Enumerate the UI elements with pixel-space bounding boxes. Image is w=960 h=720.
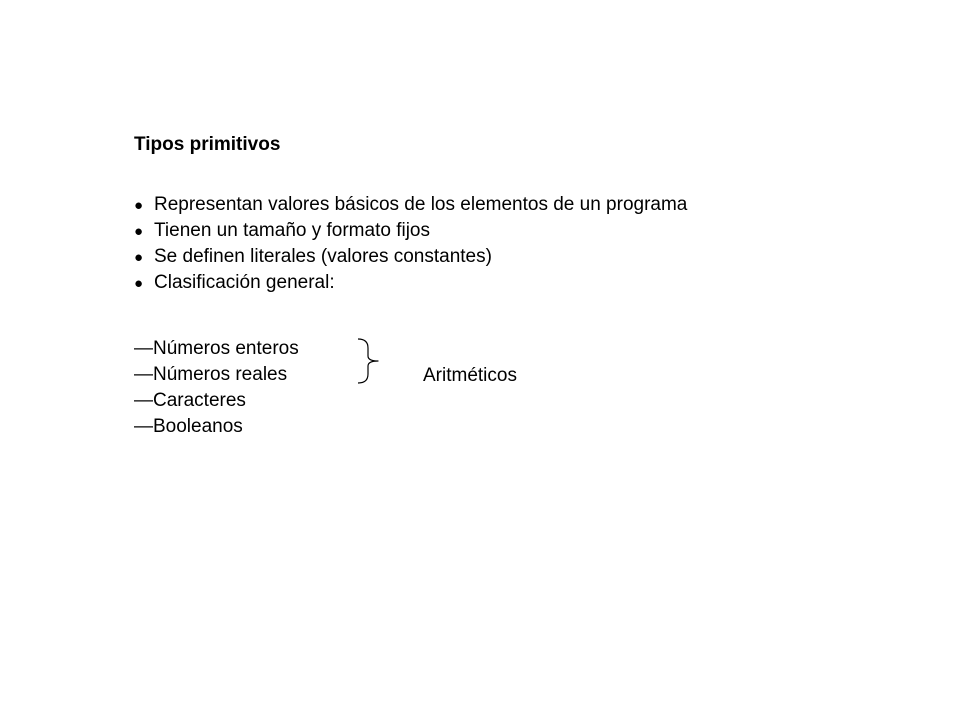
right-brace-icon — [352, 336, 388, 386]
bullet-text: Representan valores básicos de los elementos de un programa — [154, 194, 688, 215]
bullet-item — [134, 218, 687, 244]
type-label: Caracteres — [153, 390, 246, 411]
bullet-icon: ● — [134, 275, 144, 292]
type-label: Booleanos — [153, 416, 243, 437]
type-item-booleans — [134, 414, 299, 440]
dash-icon: — — [134, 338, 153, 359]
bullet-item — [134, 244, 687, 270]
type-list — [134, 336, 299, 440]
dash-icon: — — [134, 364, 153, 385]
bullet-item — [134, 270, 687, 296]
bullet-icon: ● — [134, 197, 144, 214]
type-item-integers — [134, 336, 299, 362]
bullet-text: Tienen un tamaño y formato fijos — [154, 220, 430, 241]
dash-icon: — — [134, 390, 153, 411]
arithmetic-group-label: Aritméticos — [423, 365, 517, 386]
bullet-text: Se definen literales (valores constantes) — [154, 246, 492, 267]
bullet-icon: ● — [134, 223, 144, 240]
bullet-item — [134, 192, 687, 218]
bullet-list — [134, 192, 687, 296]
type-item-characters — [134, 388, 299, 414]
type-label: Números reales — [153, 364, 288, 385]
bullet-icon: ● — [134, 249, 144, 266]
type-label: Números enteros — [153, 338, 299, 359]
slide-title: Tipos primitivos — [134, 134, 281, 155]
dash-icon: — — [134, 416, 153, 437]
type-item-reals — [134, 362, 299, 388]
bullet-text: Clasificación general: — [154, 272, 335, 293]
